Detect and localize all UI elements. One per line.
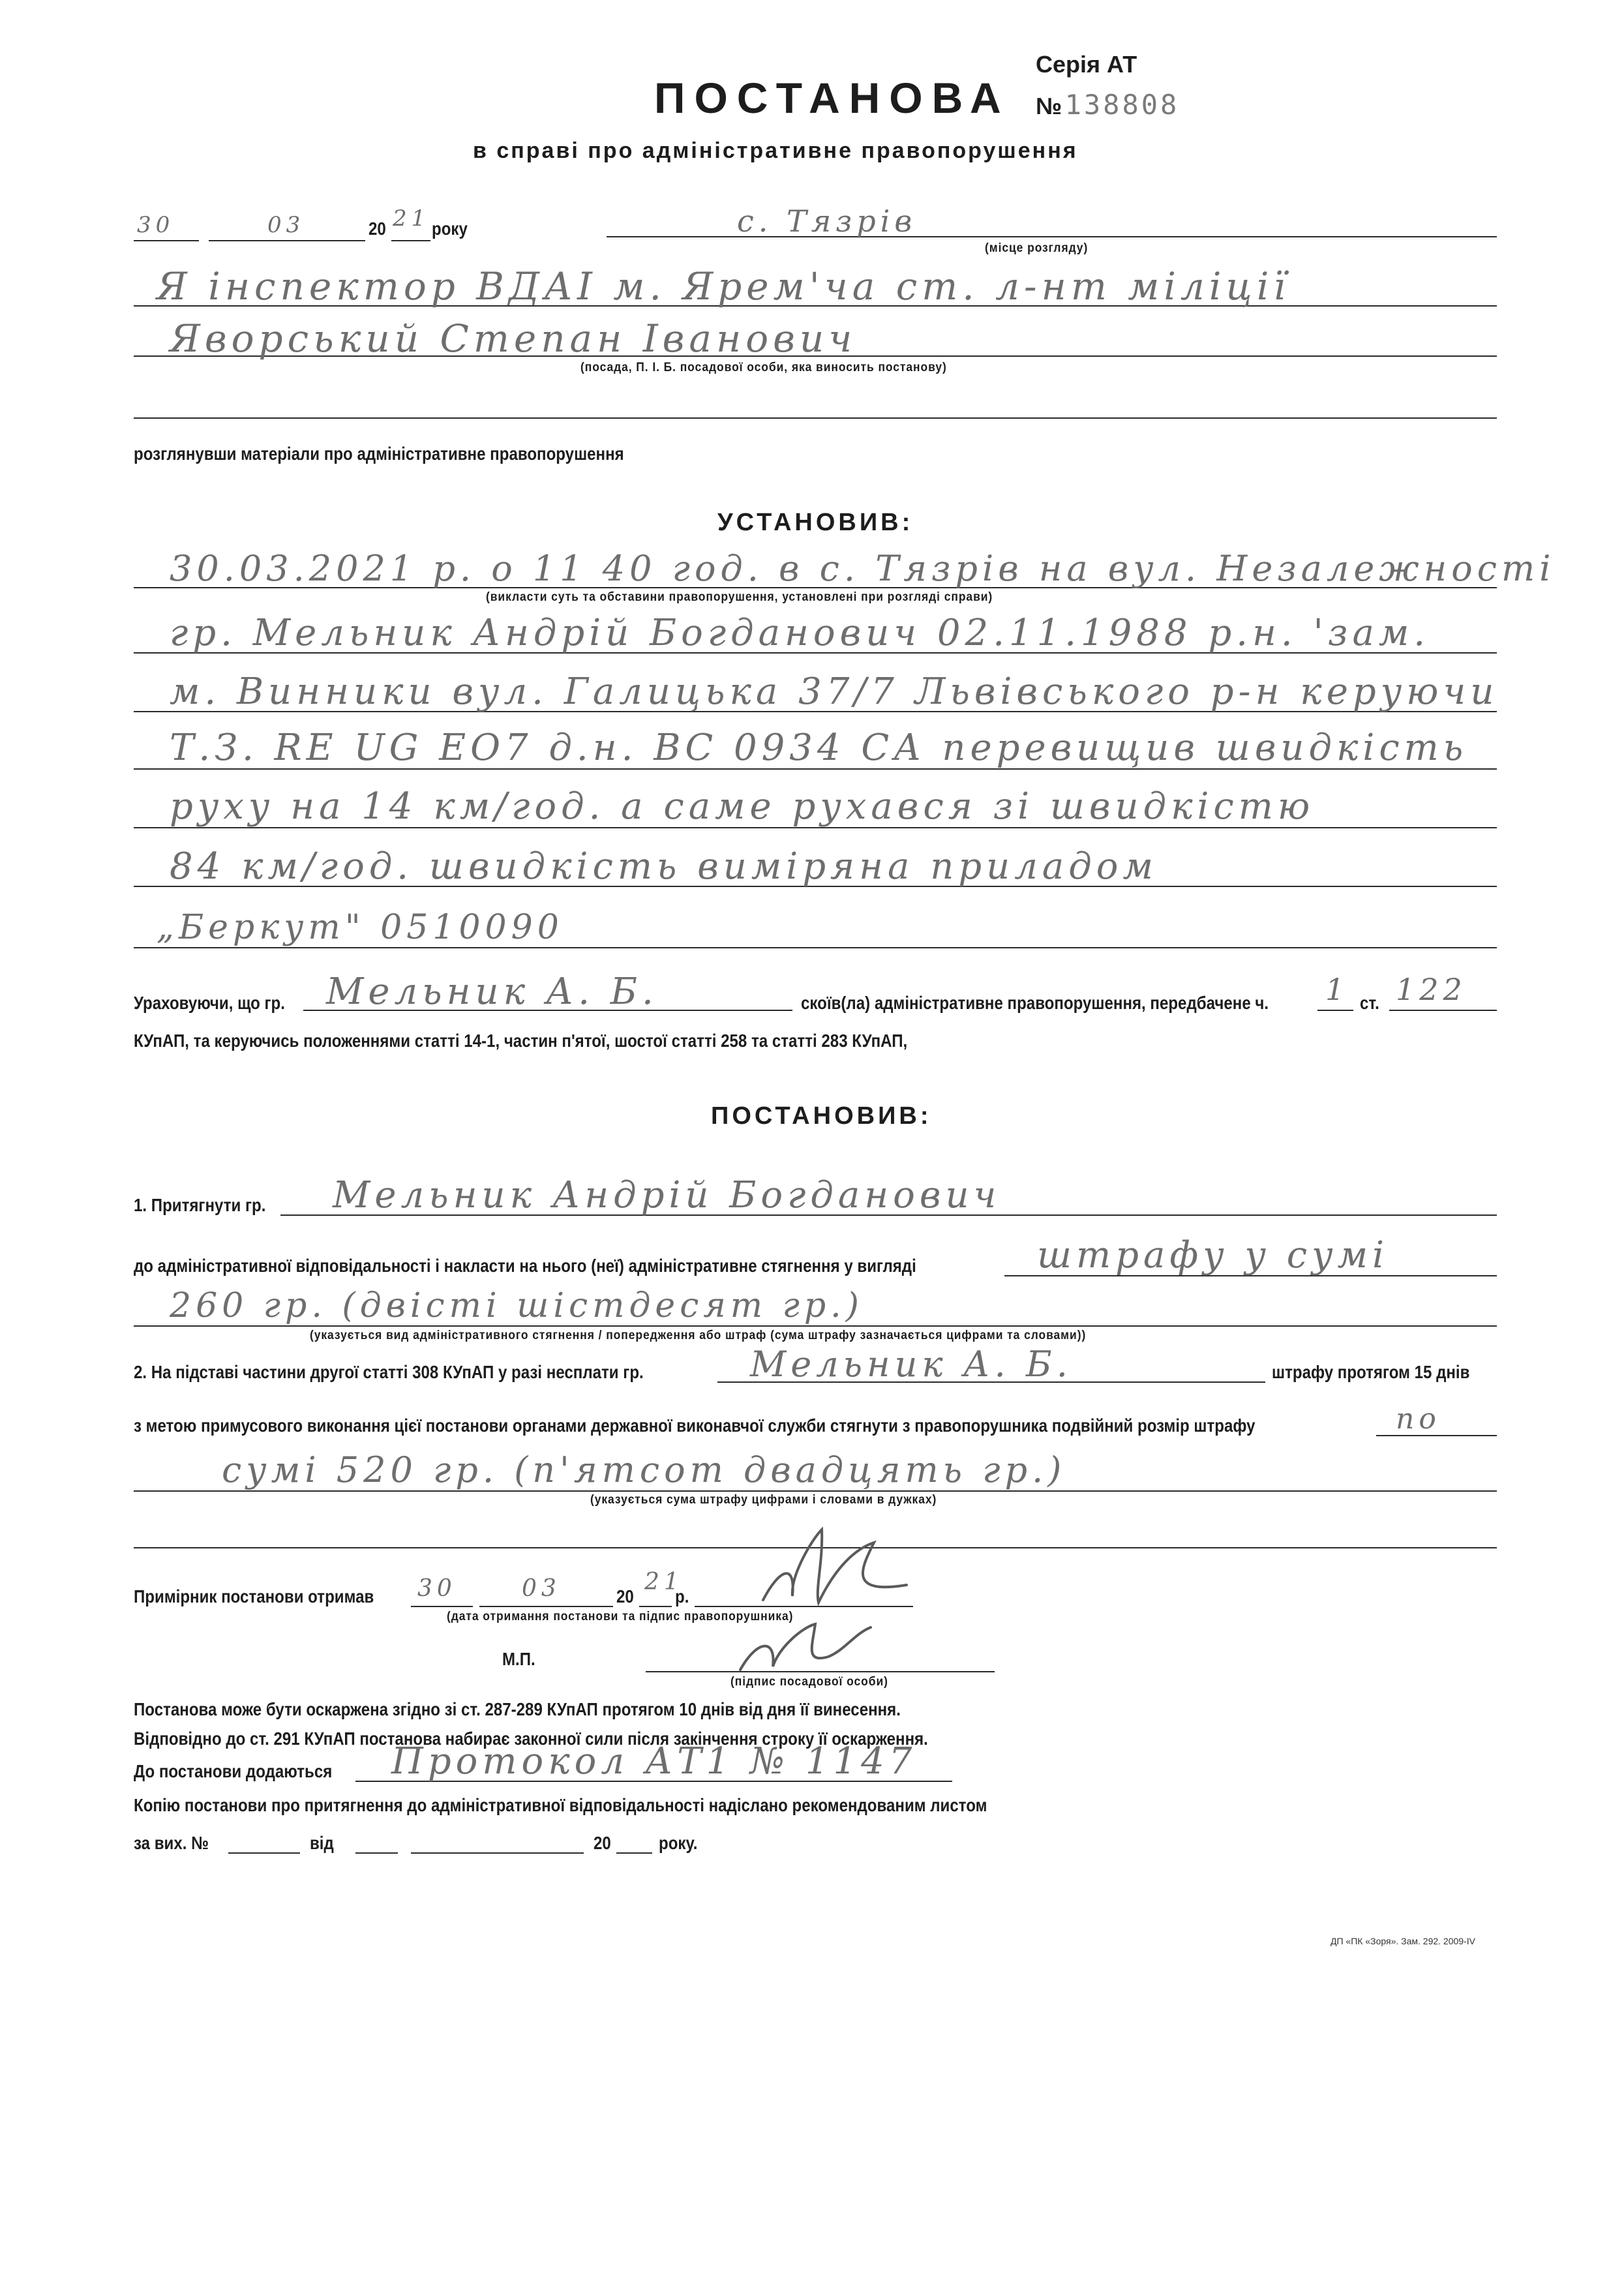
penalty-caption: (указується вид адміністративного стягнення / попередження або штраф (сума штрафу зазначається цифрами та словами))	[310, 1329, 1087, 1342]
copy-sent-line1: Копію постанови про притягнення до адміністративної відповідальності надіслано рекомендованим листом	[134, 1795, 987, 1815]
established-caption: (викласти суть та обставини правопорушення, установлені при розгляді справи)	[486, 590, 993, 604]
double-caption: (указується сума штрафу цифрами і словами в дужках)	[590, 1493, 937, 1507]
considering-part: 1	[1325, 972, 1349, 1007]
from-label: від	[310, 1833, 334, 1853]
double-part1: по	[1396, 1402, 1441, 1436]
date-day: 30	[137, 212, 175, 238]
receipt-label: Примірник постанови отримав	[134, 1586, 374, 1606]
officer-line1: Я інспектор ВДАІ м. Ярем'ча ст. л-нт міліції	[157, 264, 1290, 309]
established-line-5: руху на 14 км/год. а саме рухався зі швидкістю	[170, 785, 1315, 828]
considered-text: розглянувши матеріали про адміністративне правопорушення	[134, 444, 624, 464]
item1-label: 1. Притягнути гр.	[134, 1195, 266, 1215]
number-value: 138808	[1064, 89, 1180, 121]
series-label: Серія АТ	[1036, 51, 1137, 78]
attachments-label: До постанови додаються	[134, 1761, 333, 1781]
appeal-line1: Постанова може бути оскаржена згідно зі ст. 287-289 КУпАП протягом 10 днів від дня її винесення.	[134, 1699, 901, 1719]
mp-label: М.П.	[502, 1649, 535, 1669]
date-year-suffix: року	[432, 219, 468, 239]
offender-signature	[750, 1523, 933, 1611]
liability-text: до адміністративної відповідальності і накласти на нього (неї) адміністративне стягнення у вигляді	[134, 1256, 916, 1276]
considering-middle: скоїв(ла) адміністративне правопорушення, передбачене ч.	[801, 993, 1269, 1013]
receipt-month: 03	[522, 1575, 561, 1602]
penalty-part2: 260 гр. (двісті шістдесят гр.)	[170, 1286, 864, 1325]
established-line-2: гр. Мельник Андрій Богданович 02.11.1988 р.н. 'зам.	[170, 612, 1430, 654]
established-line-6: 84 км/год. швидкість виміряна приладом	[170, 845, 1158, 888]
copy-year-prefix: 20	[594, 1833, 611, 1853]
place-caption: (місце розгляду)	[985, 241, 1089, 255]
receipt-year-prefix: 20	[616, 1586, 634, 1606]
established-line-3: м. Винники вул. Галицька 37/7 Львівського р-н керуючи	[170, 671, 1499, 713]
double-part2: сумі 520 гр. (п'ятсот двадцять гр.)	[222, 1449, 1066, 1490]
receipt-year: 21	[644, 1569, 684, 1595]
item2-label: 2. На підставі частини другої статті 308 КУпАП у разі несплати гр.	[134, 1362, 644, 1382]
document-subtitle: в справі про адміністративне правопорушення	[473, 138, 1078, 163]
resolved-heading: ПОСТАНОВИВ:	[711, 1102, 932, 1130]
item2-suffix: штрафу протягом 15 днів	[1272, 1362, 1470, 1382]
document-number	[1036, 89, 1179, 121]
penalty-part1: штрафу у сумі	[1037, 1234, 1389, 1276]
date-month: 03	[267, 212, 305, 238]
established-line-7: „Беркут" 0510090	[157, 908, 564, 947]
outgoing-label: за вих. №	[134, 1833, 209, 1853]
receipt-caption: (дата отримання постанови та підпис правопорушника)	[447, 1610, 794, 1623]
printer-imprint: ДП «ПК «Зоря». Зам. 292. 2009-IV	[1331, 1936, 1475, 1946]
place-value: с. Тязрів	[737, 204, 917, 239]
established-line-1: 30.03.2021 р. о 11 40 год. в с. Тязрів на вул. Незалежності	[170, 548, 1556, 589]
item2-name: Мельник А. Б.	[750, 1344, 1072, 1385]
officer-line2: Яворський Степан Іванович	[170, 316, 857, 361]
considering-prefix: Ураховуючи, що гр.	[134, 993, 285, 1013]
copy-year-suffix: року.	[659, 1833, 698, 1853]
officer-signature	[730, 1614, 900, 1680]
officer-sign-caption: (підпис посадової особи)	[730, 1675, 888, 1689]
established-line-4: Т.З. RE UG EO7 д.н. ВС 0934 СА перевищив швидкість	[170, 727, 1468, 769]
enforcement-text: з метою примусового виконання цієї постанови органами державної виконавчої служби стягнути з правопорушника подвійний розмір штрафу	[134, 1415, 1256, 1436]
date-year: 21	[393, 205, 430, 232]
date-year-prefix: 20	[368, 219, 386, 239]
considering-article: 122	[1396, 972, 1467, 1007]
considering-name: Мельник А. Б.	[326, 971, 658, 1013]
document-title: ПОСТАНОВА	[654, 74, 1010, 122]
receipt-day: 30	[417, 1575, 457, 1602]
considering-line2: КУпАП, та керуючись положеннями статті 14-1, частин п'ятої, шостої статті 258 та статті 283 КУпАП,	[134, 1031, 908, 1051]
established-heading: УСТАНОВИВ:	[717, 509, 914, 536]
number-prefix: №	[1036, 93, 1062, 119]
receipt-year-suffix: р.	[675, 1586, 689, 1606]
considering-article-label: ст.	[1360, 993, 1379, 1013]
item1-name: Мельник Андрій Богданович	[333, 1174, 1001, 1216]
officer-caption: (посада, П. І. Б. посадової особи, яка виносить постанову)	[580, 361, 947, 374]
appeal-line2: Відповідно до ст. 291 КУпАП постанова набирає законної сили після закінчення строку її оскарження.	[134, 1728, 928, 1749]
attachments-value: Протокол АТ1 № 1147	[391, 1740, 917, 1783]
